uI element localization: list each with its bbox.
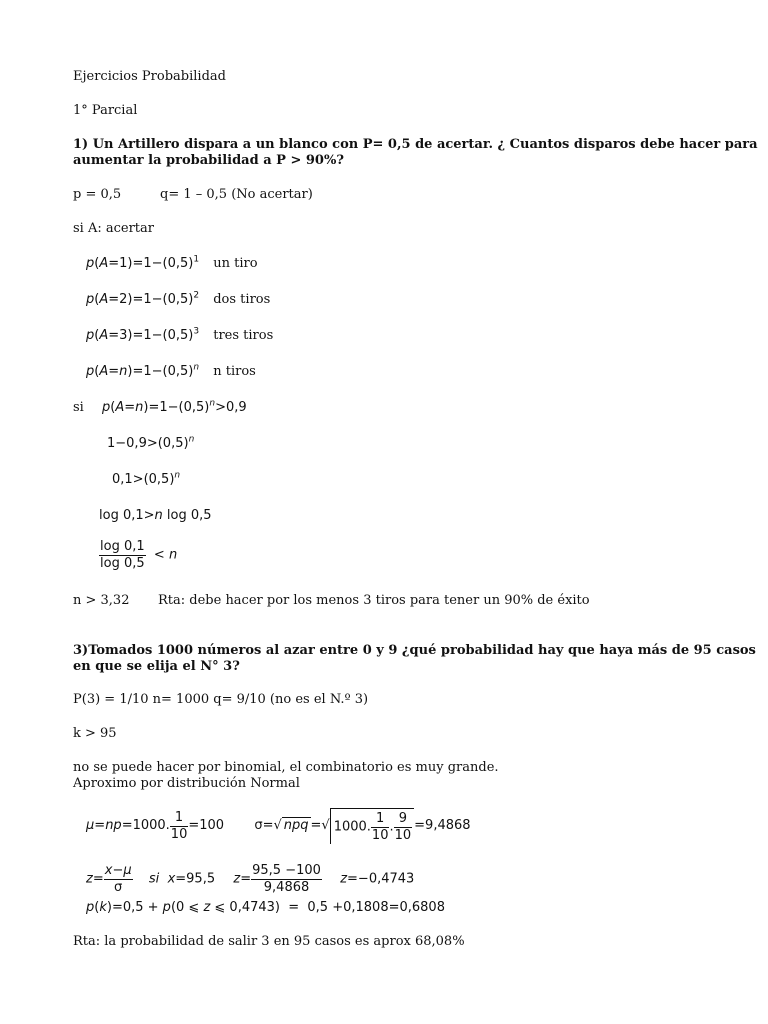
k-condition: k > 95: [73, 726, 117, 741]
sqrt-expression: 1000. $\frac{1}{10}$ . $\frac{9}{10}$: [330, 808, 414, 844]
z-value-fraction: $\frac{95,5 -100}{9,4868}$: [252, 863, 321, 895]
log-fraction-inequality: $\frac{\log 0,1}{\log 0,5}$ < n: [100, 539, 178, 571]
q-definition: q= 1 – 0,5 (No acertar): [160, 187, 313, 202]
formula-row-n: [86, 364, 256, 380]
row-n-label: n tiros: [213, 364, 256, 379]
normal-approx-note: Aproximo por distribución Normal: [73, 776, 300, 791]
result-n: n > 3,32: [73, 593, 130, 608]
inequality-step-1: $1-0,9>(0,5)^n$: [107, 434, 195, 451]
probability-result-formula: p(k)=0,5 + p(0 ⩽ z ⩽ 0,4743) = 0,5 +0,1808=0,6808: [86, 900, 445, 915]
row-1-label: un tiro: [213, 256, 258, 271]
formula-row-3: [86, 328, 273, 344]
row-2-label: dos tiros: [213, 292, 271, 307]
equation-p-a-3: $p(A=3)=1-(0,5)^3$: [86, 326, 200, 343]
inequality-step-2: $0,1>(0,5)^n$: [112, 470, 181, 487]
equation-p-a-2: $p(A=2)=1-(0,5)^2$: [86, 290, 200, 307]
exercise-1-heading-line-1: 1) Un Artillero dispara a un blanco con P= 0,5 de acertar. ¿ Cuantos disparos debe hacer para: [73, 137, 758, 152]
equation-p-a-n: $p(A=n)=1-(0,5)^n$: [86, 362, 200, 379]
document-title: Ejercicios Probabilidad: [73, 69, 226, 84]
binomial-note: no se puede hacer por binomial, el combinatorio es muy grande.: [73, 760, 499, 775]
row-3-label: tres tiros: [213, 328, 274, 343]
z-standard-fraction: $\frac{x-\mu}{\sigma}$: [104, 863, 132, 895]
result-answer: Rta: debe hacer por los menos 3 tiros para tener un 90% de éxito: [158, 593, 590, 608]
formula-row-2: [86, 292, 270, 308]
one-tenth-fraction: $\frac{1}{10}$: [170, 809, 188, 842]
inequality-step-log: log 0,1>n log 0,5: [99, 508, 212, 523]
final-answer: Rta: la probabilidad de salir 3 en 95 casos es aprox 68,08%: [73, 934, 465, 949]
log-fraction: $\frac{\log 0,1}{\log 0,5}$: [100, 539, 145, 571]
inequality-main: $p(A=n)=1-(0,5)^n>0,9$: [101, 398, 247, 415]
event-definition: si A: acertar: [73, 221, 154, 236]
exercise-1-heading-line-2: aumentar la probabilidad a P > 90%?: [73, 153, 344, 168]
si-word: si: [73, 400, 84, 415]
exercise-3-heading-line-1: 3)Tomados 1000 números al azar entre 0 y 9 ¿qué probabilidad hay que haya más de 95 casos: [73, 643, 756, 658]
p-definition: p = 0,5: [73, 187, 122, 202]
formula-row-1: [86, 256, 258, 272]
mu-sigma-formula: μ=np=1000. $\frac{1}{10}$ =100 σ=√ npq =√ 1000. $\frac{1}{10}$ . $\frac{9}{10}$ =9,4868: [86, 809, 471, 843]
z-formula: z= $\frac{x-\mu}{\sigma}$ si x=95,5 z= $\frac{95,5 -100}{9,4868}$ z=−0,4743: [86, 863, 415, 895]
parcial-label: 1° Parcial: [73, 103, 138, 118]
equation-p-a-1: $p(A=1)=1-(0,5)^1$: [86, 254, 200, 271]
inequality-row: [73, 400, 247, 416]
exercise-3-heading-line-2: en que se elija el N° 3?: [73, 659, 240, 674]
parameters-line: P(3) = 1/10 n= 1000 q= 9/10 (no es el N.º 3): [73, 692, 369, 707]
